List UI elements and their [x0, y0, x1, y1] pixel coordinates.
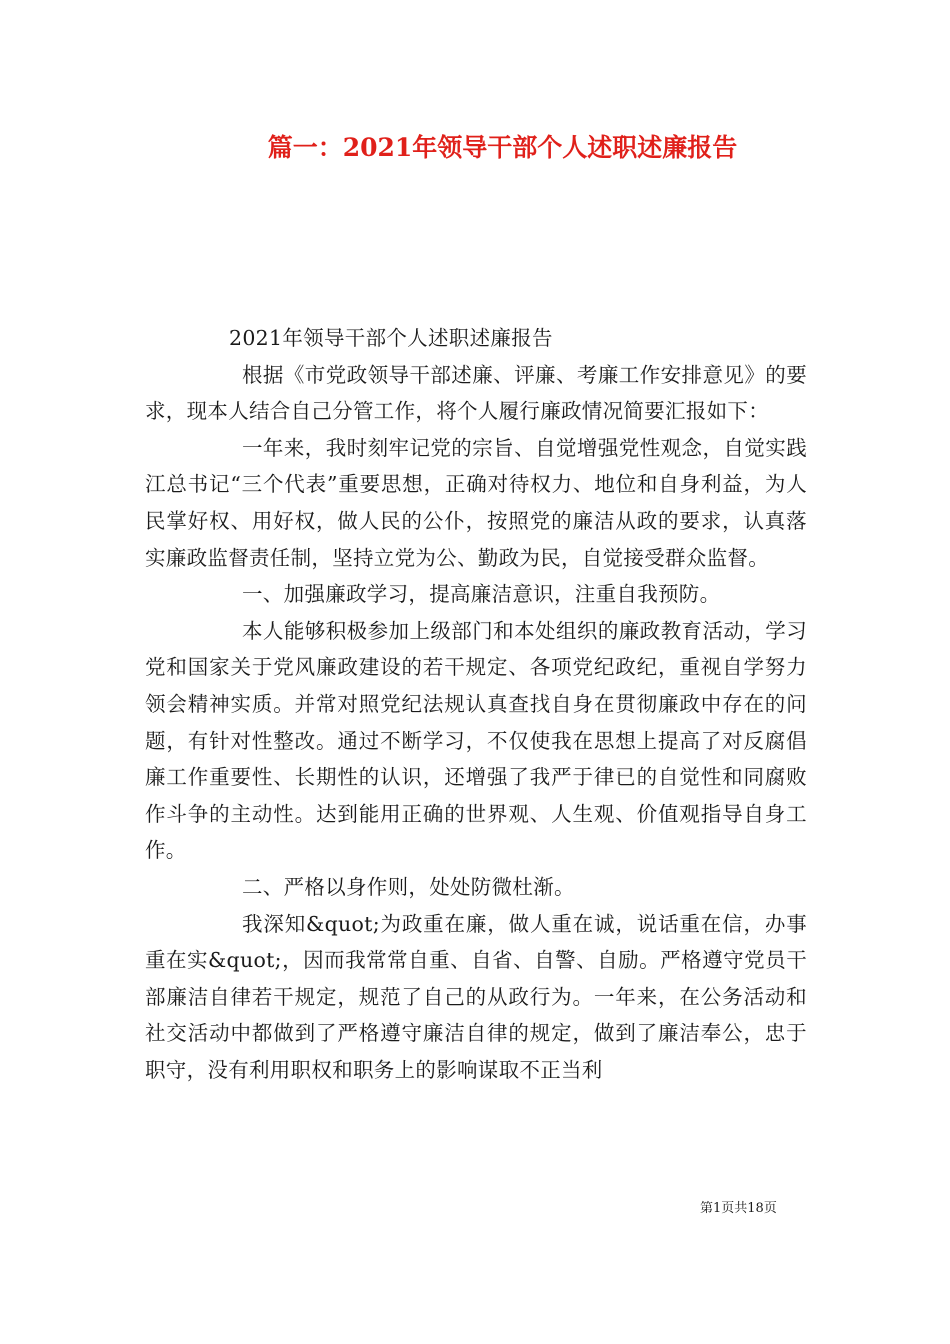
section-heading-2: 二、严格以身作则，处处防微杜渐。	[242, 874, 575, 899]
paragraph-section-1: 本人能够积极参加上级部门和本处组织的廉政教育活动，学习党和国家关于党风廉政建设的若干规定、各项党纪政纪，重视自学努力领会精神实质。并常对照党纪法规认真查找自身在贯彻廉政中存在的问题，有针对性整改。通过不断学习，不仅使我在思想上提高了对反腐倡廉工作重要性、长期性的认识，还增强了我严于律已的自觉性和同腐败作斗争的主动性。达到能用正确的世界观、人生观、价值观指导自身工作。	[145, 618, 807, 863]
page-number: 第1页共18页	[700, 1201, 777, 1216]
paragraph-section-2: 我深知&quot;为政重在廉，做人重在诚，说话重在信，办事重在实&quot;，因而我常常自重、自省、自警、自励。严格遵守党员干部廉洁自律若干规定，规范了自己的从政行为。一年来，在公务活动和社交活动中都做到了严格遵守廉洁自律的规定，做到了廉洁奉公，忠于职守，没有利用职权和职务上的影响谋取不正当利	[145, 911, 807, 1082]
main-title: 篇一：2021年领导干部个人述职述廉报告	[267, 133, 738, 162]
document-body	[145, 320, 807, 1088]
subtitle: 2021年领导干部个人述职述廉报告	[229, 326, 553, 350]
paragraph-overview: 一年来，我时刻牢记党的宗旨、自觉增强党性观念，自觉实践江总书记“三个代表”重要思想，正确对待权力、地位和自身利益，为人民掌好权、用好权，做人民的公仆，按照党的廉洁从政的要求，认真落实廉政监督责任制，坚持立党为公、勤政为民，自觉接受群众监督。	[145, 435, 807, 570]
paragraph-intro: 根据《市党政领导干部述廉、评廉、考廉工作安排意见》的要求，现本人结合自己分管工作，将个人履行廉政情况简要汇报如下：	[145, 362, 807, 424]
section-heading-1: 一、加强廉政学习，提高廉洁意识，注重自我预防。	[242, 582, 721, 607]
